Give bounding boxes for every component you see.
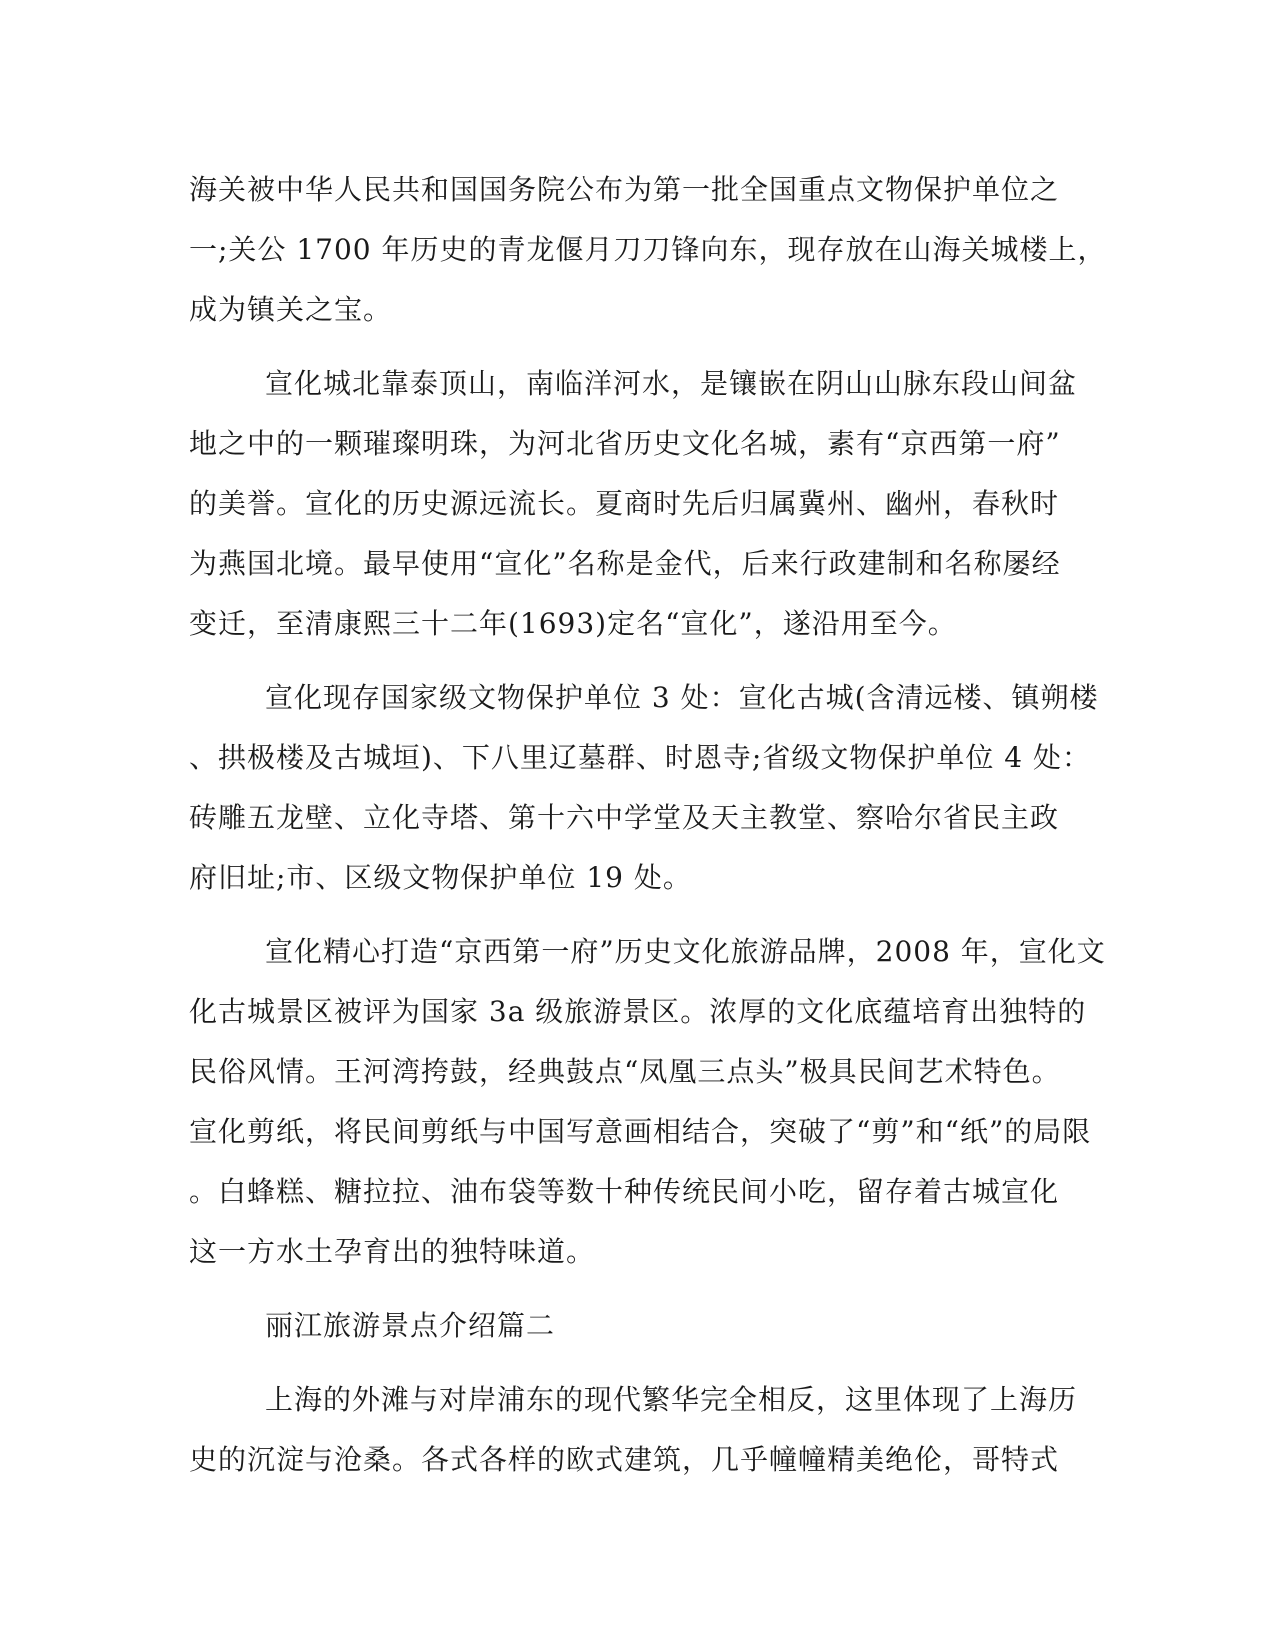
text-line: 砖雕五龙壁、立化寺塔、第十六中学堂及天主教堂、察哈尔省民主政 xyxy=(189,801,1060,834)
text-line: 史的沉淀与沧桑。各式各样的欧式建筑，几乎幢幢精美绝伦，哥特式 xyxy=(189,1443,1060,1476)
text-line: 为燕国北境。最早使用“宣化”名称是金代，后来行政建制和名称屡经 xyxy=(189,547,1061,580)
paragraph-start-line: 宣化精心打造“京西第一府”历史文化旅游品牌，2008 年，宣化文 xyxy=(265,935,1106,968)
text-line: 这一方水土孕育出的独特味道。 xyxy=(189,1235,596,1268)
text-line: 海关被中华人民共和国国务院公布为第一批全国重点文物保护单位之 xyxy=(189,173,1060,206)
paragraph-start-line: 上海的外滩与对岸浦东的现代繁华完全相反，这里体现了上海历 xyxy=(265,1383,1078,1416)
text-line: 的美誉。宣化的历史源远流长。夏商时先后归属冀州、幽州，春秋时 xyxy=(189,487,1060,520)
text-line: 变迁，至清康熙三十二年(1693)定名“宣化”，遂沿用至今。 xyxy=(189,607,957,640)
paragraph-start-line: 宣化现存国家级文物保护单位 3 处：宣化古城(含清远楼、镇朔楼 xyxy=(265,681,1099,714)
section-heading: 丽江旅游景点介绍篇二 xyxy=(265,1309,556,1342)
text-line: 一;关公 1700 年历史的青龙偃月刀刀锋向东，现存放在山海关城楼上， xyxy=(189,233,1107,266)
text-line: 成为镇关之宝。 xyxy=(189,293,393,326)
text-line: 地之中的一颗璀璨明珠，为河北省历史文化名城，素有“京西第一府” xyxy=(189,427,1061,460)
paragraph-start-line: 宣化城北靠泰顶山，南临洋河水，是镶嵌在阴山山脉东段山间盆 xyxy=(265,367,1078,400)
document-body xyxy=(189,160,1107,1490)
text-line: 、拱极楼及古城垣)、下八里辽墓群、时恩寺;省级文物保护单位 4 处： xyxy=(189,741,1091,774)
text-line: 宣化剪纸，将民间剪纸与中国写意画相结合，突破了“剪”和“纸”的局限 xyxy=(189,1115,1092,1148)
text-line: 。白蜂糕、糖拉拉、油布袋等数十种传统民间小吃，留存着古城宣化 xyxy=(189,1175,1060,1208)
text-line: 民俗风情。王河湾挎鼓，经典鼓点“凤凰三点头”极具民间艺术特色。 xyxy=(189,1055,1061,1088)
text-line: 化古城景区被评为国家 3a 级旅游景区。浓厚的文化底蕴培育出独特的 xyxy=(189,995,1087,1028)
text-line: 府旧址;市、区级文物保护单位 19 处。 xyxy=(189,861,692,894)
